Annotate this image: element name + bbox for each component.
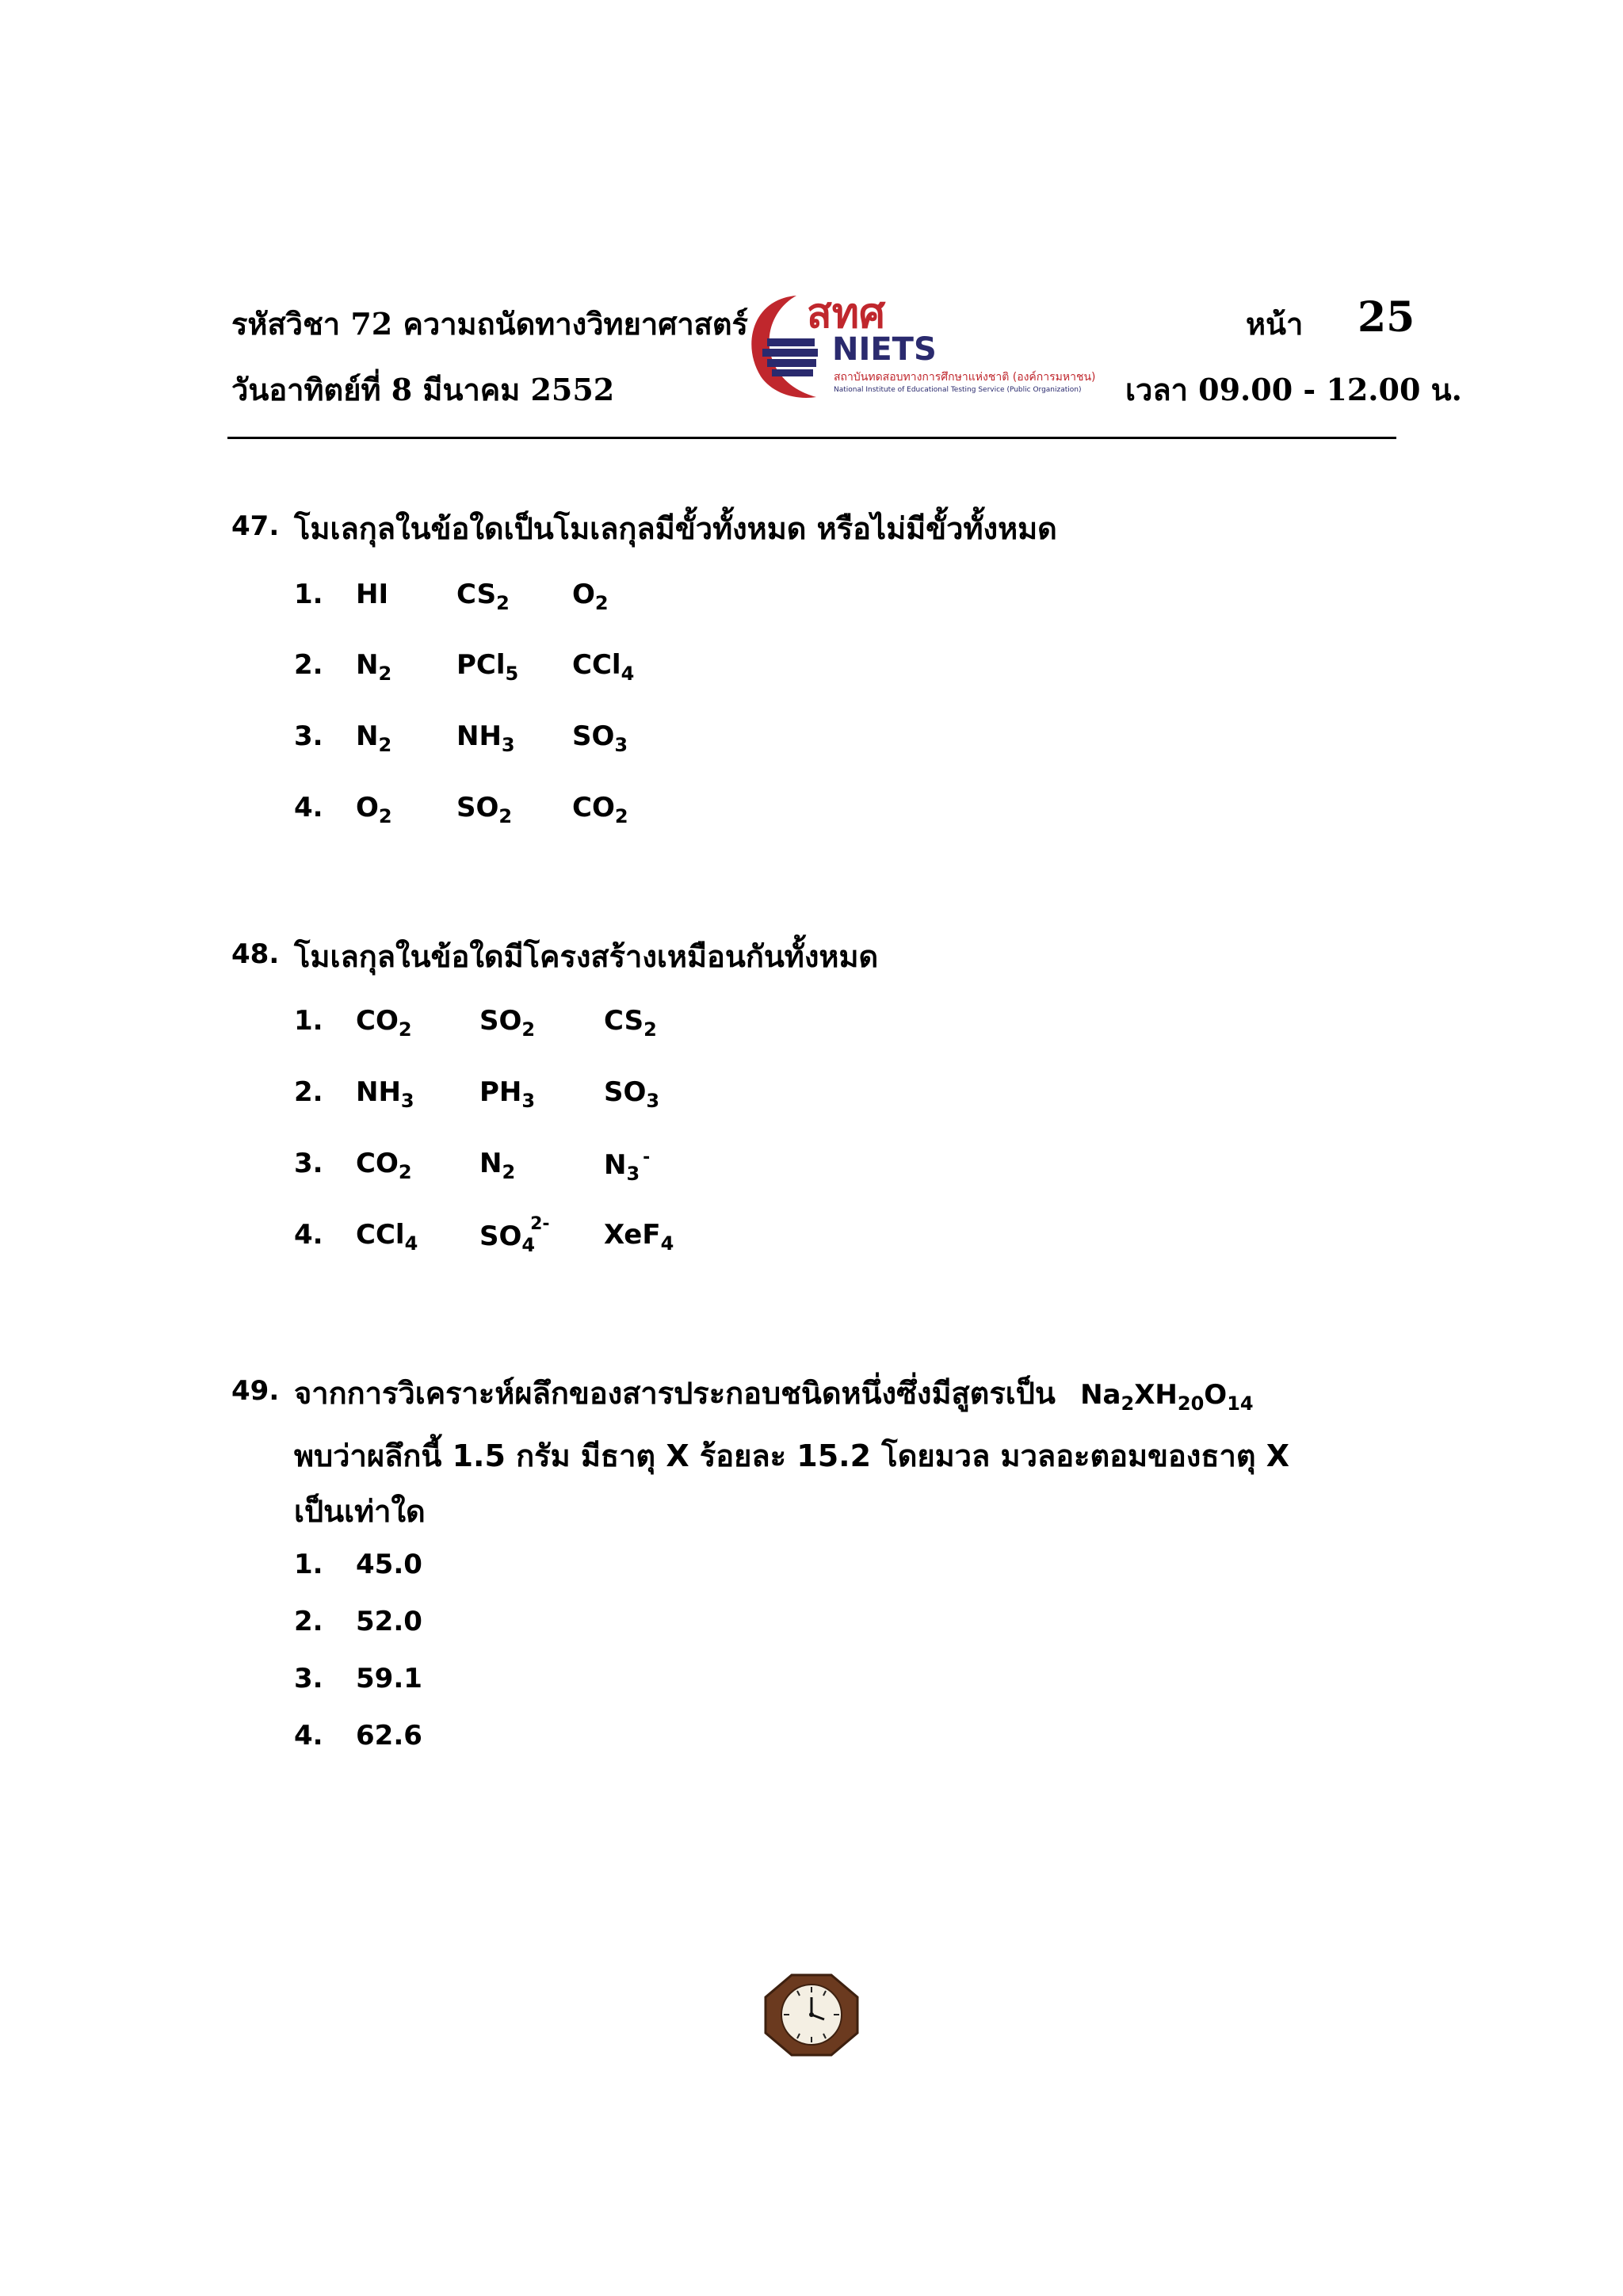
question-48-text: โมเลกุลในข้อใดมีโครงสร้างเหมือนกันทั้งหมด [294, 939, 879, 974]
question-47-text: โมเลกุลในข้อใดเป็นโมเลกุลมีขั้วทั้งหมด หรือไม่มีขั้วทั้งหมด [294, 511, 1057, 546]
question-48-number: 48. [231, 938, 280, 970]
logo-thai-name: สถาบันทดสอบทางการศึกษาแห่งชาติ (องค์การมหาชน) [834, 371, 1096, 384]
header-page-number: 25 [1358, 293, 1415, 342]
formula-3: $CO_2$ [572, 792, 628, 827]
option-value: 45.0 [356, 1549, 422, 1580]
formula-3: $O_2$ [572, 579, 609, 614]
q48-option-3 [0, 1148, 1623, 1187]
formula-2: $SO_2$ [479, 1005, 536, 1041]
formula-1: CCl$_4$ [356, 1219, 418, 1255]
formula-1: $CO_2$ [356, 1148, 412, 1183]
clock-icon [764, 1973, 859, 2057]
q48-option-2 [0, 1076, 1623, 1116]
q49-option-3 [0, 1663, 1623, 1702]
q49-option-1 [0, 1549, 1623, 1588]
formula-2: $SO_4^{2-}$ [479, 1214, 550, 1256]
q47-option-1 [0, 579, 1623, 618]
q47-option-3 [0, 720, 1623, 760]
logo-thai-mark: สทศ [807, 290, 886, 338]
formula-1: $NH_3$ [356, 1076, 414, 1112]
option-number: 1. [294, 579, 323, 610]
header-date: วันอาทิตย์ที่ 8 มีนาคม 2552 [231, 372, 615, 407]
option-number: 3. [294, 720, 323, 752]
question-49-number: 49. [231, 1375, 280, 1407]
question-49-formula: $Na_2XH_{20}O_{14}$ [1080, 1379, 1254, 1415]
option-number: 3. [294, 1663, 323, 1694]
formula-3: $N_3^-$ [604, 1148, 651, 1185]
formula-3: XeF$_4$ [604, 1219, 674, 1255]
formula-2: PCl$_5$ [456, 649, 519, 685]
formula-1: $N_2$ [356, 649, 392, 685]
formula-2: $CS_2$ [456, 579, 510, 614]
logo-acronym: NIETS [832, 331, 937, 368]
option-number: 4. [294, 792, 323, 823]
formula-2: $SO_2$ [456, 792, 513, 827]
q48-option-1 [0, 1005, 1623, 1045]
q48-option-4 [0, 1214, 1623, 1259]
option-number: 2. [294, 649, 323, 681]
option-value: 52.0 [356, 1606, 422, 1637]
niets-logo [737, 289, 1125, 404]
option-number: 1. [294, 1005, 323, 1037]
option-number: 2. [294, 1606, 323, 1637]
formula-2: $PH_3$ [479, 1076, 536, 1112]
option-value: 59.1 [356, 1663, 422, 1694]
q49-option-4 [0, 1720, 1623, 1759]
formula-2: $N_2$ [479, 1148, 516, 1183]
option-number: 2. [294, 1076, 323, 1108]
option-number: 1. [294, 1549, 323, 1580]
formula-2: $NH_3$ [456, 720, 515, 756]
option-number: 3. [294, 1148, 323, 1179]
header-subject: รหัสวิชา 72 ความถนัดทางวิทยาศาสตร์ [231, 306, 748, 342]
header-time: เวลา 09.00 - 12.00 น. [1125, 372, 1462, 407]
header-page-label: หน้า [1246, 306, 1304, 342]
formula-1: $N_2$ [356, 720, 392, 756]
option-number: 4. [294, 1720, 323, 1752]
formula-3: $SO_3$ [604, 1076, 660, 1112]
formula-3: $CS_2$ [604, 1005, 657, 1041]
q47-option-4 [0, 792, 1623, 831]
question-47-number: 47. [231, 510, 280, 542]
formula-3: CCl$_4$ [572, 649, 635, 685]
option-number: 4. [294, 1219, 323, 1251]
formula-1: HI [356, 579, 389, 610]
q47-option-2 [0, 649, 1623, 689]
formula-1: $O_2$ [356, 792, 392, 827]
question-49-line-1: จากการวิเคราะห์ผลึกของสารประกอบชนิดหนึ่งซึ่งมีสูตรเป็น $Na_2XH_{20}O_{14}$ [294, 1376, 1254, 1415]
option-value: 62.6 [356, 1720, 422, 1752]
header-divider [227, 437, 1396, 439]
question-49-line-2: พบว่าผลึกนี้ 1.5 กรัม มีธาตุ X ร้อยละ 15.2 โดยมวล มวลอะตอมของธาตุ X [294, 1438, 1290, 1473]
formula-1: $CO_2$ [356, 1005, 412, 1041]
q49-option-2 [0, 1606, 1623, 1645]
formula-3: $SO_3$ [572, 720, 628, 756]
logo-english-name: National Institute of Educational Testing Service (Public Organization) [834, 386, 1082, 394]
question-49-line-3: เป็นเท่าใด [294, 1494, 426, 1529]
